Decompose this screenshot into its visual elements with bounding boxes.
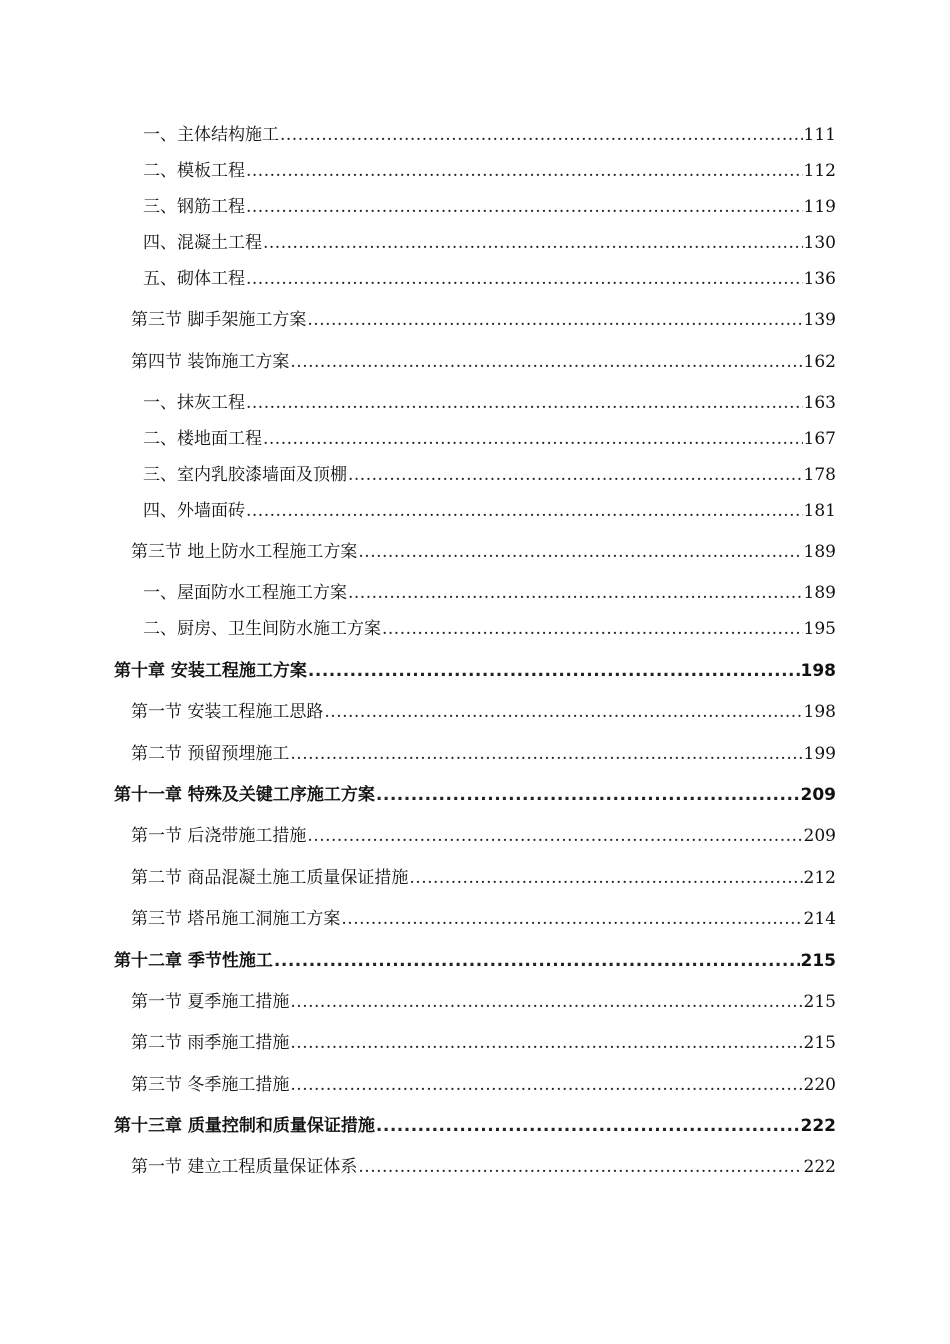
- toc-page-number: 220: [803, 1075, 836, 1095]
- toc-page-number: 222: [800, 1116, 836, 1136]
- toc-page-number: 199: [803, 744, 836, 764]
- dot-leader: [409, 867, 802, 889]
- toc-entry[interactable]: [131, 743, 836, 765]
- toc-entry-label: 第十一章 特殊及关键工序施工方案: [114, 785, 375, 805]
- dot-leader: [290, 991, 802, 1013]
- toc-entry[interactable]: [143, 500, 836, 522]
- dot-leader: [358, 1156, 802, 1178]
- toc-page-number: 111: [803, 125, 836, 145]
- toc-entry-label: 第一节 建立工程质量保证体系: [131, 1157, 358, 1177]
- toc-page-number: 222: [803, 1157, 836, 1177]
- toc-entry-label: 第二节 预留预埋施工: [131, 744, 290, 764]
- toc-page-number: 139: [803, 310, 836, 330]
- toc-page-number: 189: [803, 583, 836, 603]
- toc-entry[interactable]: [143, 428, 836, 450]
- dot-leader: [348, 464, 803, 486]
- toc-page-number: 195: [803, 619, 836, 639]
- toc-entry-label: 第二节 商品混凝土施工质量保证措施: [131, 868, 409, 888]
- toc-entry[interactable]: [131, 825, 836, 847]
- dot-leader: [246, 196, 803, 218]
- dot-leader: [308, 660, 800, 682]
- toc-entry-label: 第一节 安装工程施工思路: [131, 702, 324, 722]
- toc-entry[interactable]: [131, 701, 836, 723]
- toc-entry-label: 第一节 后浇带施工措施: [131, 826, 307, 846]
- toc-entry[interactable]: [114, 784, 836, 806]
- dot-leader: [274, 950, 800, 972]
- toc-entry[interactable]: [143, 268, 836, 290]
- toc-page-number: 181: [803, 501, 836, 521]
- toc-page-number: 209: [803, 826, 836, 846]
- toc-entry-label: 三、钢筋工程: [143, 197, 245, 217]
- dot-leader: [348, 582, 803, 604]
- toc-entry-label: 四、外墙面砖: [143, 501, 245, 521]
- toc-entry-label: 第三节 地上防水工程施工方案: [131, 542, 358, 562]
- toc-entry-label: 三、室内乳胶漆墙面及顶棚: [143, 465, 347, 485]
- toc-entry[interactable]: [131, 1074, 836, 1096]
- dot-leader: [246, 160, 803, 182]
- dot-leader: [263, 232, 803, 254]
- toc-page-number: 212: [803, 868, 836, 888]
- toc-entry[interactable]: [143, 160, 836, 182]
- toc-entry-label: 一、抹灰工程: [143, 393, 245, 413]
- toc-entry[interactable]: [131, 1156, 836, 1178]
- dot-leader: [341, 908, 802, 930]
- dot-leader: [376, 1115, 800, 1137]
- toc-entry-label: 第四节 装饰施工方案: [131, 352, 290, 372]
- dot-leader: [290, 1032, 802, 1054]
- toc-page-number: 209: [800, 785, 836, 805]
- toc-page-number: 119: [803, 197, 836, 217]
- dot-leader: [324, 701, 802, 723]
- toc-entry-label: 第十二章 季节性施工: [114, 951, 273, 971]
- dot-leader: [307, 825, 802, 847]
- toc-entry-label: 一、主体结构施工: [143, 125, 279, 145]
- dot-leader: [376, 784, 800, 806]
- toc-entry-label: 二、楼地面工程: [143, 429, 262, 449]
- toc-page-number: 162: [803, 352, 836, 372]
- toc-page-number: 130: [803, 233, 836, 253]
- dot-leader: [358, 541, 802, 563]
- toc-entry-label: 第十三章 质量控制和质量保证措施: [114, 1116, 375, 1136]
- toc-entry-label: 第十章 安装工程施工方案: [114, 661, 307, 681]
- toc-entry[interactable]: [114, 950, 836, 972]
- toc-entry[interactable]: [114, 660, 836, 682]
- dot-leader: [246, 392, 803, 414]
- toc-entry-label: 第三节 冬季施工措施: [131, 1075, 290, 1095]
- toc-entry-label: 一、屋面防水工程施工方案: [143, 583, 347, 603]
- toc-entry[interactable]: [131, 991, 836, 1013]
- toc-page-number: 163: [803, 393, 836, 413]
- toc-entry-label: 二、模板工程: [143, 161, 245, 181]
- toc-entry[interactable]: [131, 309, 836, 331]
- dot-leader: [280, 124, 803, 146]
- toc-entry-label: 第一节 夏季施工措施: [131, 992, 290, 1012]
- dot-leader: [246, 268, 803, 290]
- toc-page-number: 167: [803, 429, 836, 449]
- dot-leader: [307, 309, 802, 331]
- dot-leader: [246, 500, 803, 522]
- toc-page-number: 198: [803, 702, 836, 722]
- toc-page-number: 198: [800, 661, 836, 681]
- toc-entry[interactable]: [143, 124, 836, 146]
- toc-entry[interactable]: [143, 196, 836, 218]
- toc-entry-label: 四、混凝土工程: [143, 233, 262, 253]
- toc-entry[interactable]: [131, 867, 836, 889]
- toc-entry-label: 五、砌体工程: [143, 269, 245, 289]
- toc-entry-label: 第三节 脚手架施工方案: [131, 310, 307, 330]
- toc-entry-label: 二、厨房、卫生间防水施工方案: [143, 619, 381, 639]
- toc-entry-label: 第二节 雨季施工措施: [131, 1033, 290, 1053]
- toc-entry[interactable]: [131, 908, 836, 930]
- toc-page-number: 136: [803, 269, 836, 289]
- toc-page-number: 178: [803, 465, 836, 485]
- toc-entry[interactable]: [131, 1032, 836, 1054]
- toc-entry[interactable]: [143, 464, 836, 486]
- toc-entry[interactable]: [143, 232, 836, 254]
- toc-page-number: 215: [800, 951, 836, 971]
- toc-entry[interactable]: [131, 541, 836, 563]
- dot-leader: [290, 351, 802, 373]
- dot-leader: [263, 428, 803, 450]
- dot-leader: [290, 743, 802, 765]
- toc-page-number: 112: [803, 161, 836, 181]
- toc-entry[interactable]: [131, 351, 836, 373]
- toc-entry[interactable]: [143, 582, 836, 604]
- toc-page-number: 215: [803, 992, 836, 1012]
- toc-page-number: 189: [803, 542, 836, 562]
- toc-entry[interactable]: [143, 392, 836, 414]
- dot-leader: [290, 1074, 802, 1096]
- toc-page-number: 214: [803, 909, 836, 929]
- dot-leader: [382, 618, 803, 640]
- toc-entry[interactable]: [143, 618, 836, 640]
- toc-page-number: 215: [803, 1033, 836, 1053]
- toc-entry-label: 第三节 塔吊施工洞施工方案: [131, 909, 341, 929]
- toc-entry[interactable]: [114, 1115, 836, 1137]
